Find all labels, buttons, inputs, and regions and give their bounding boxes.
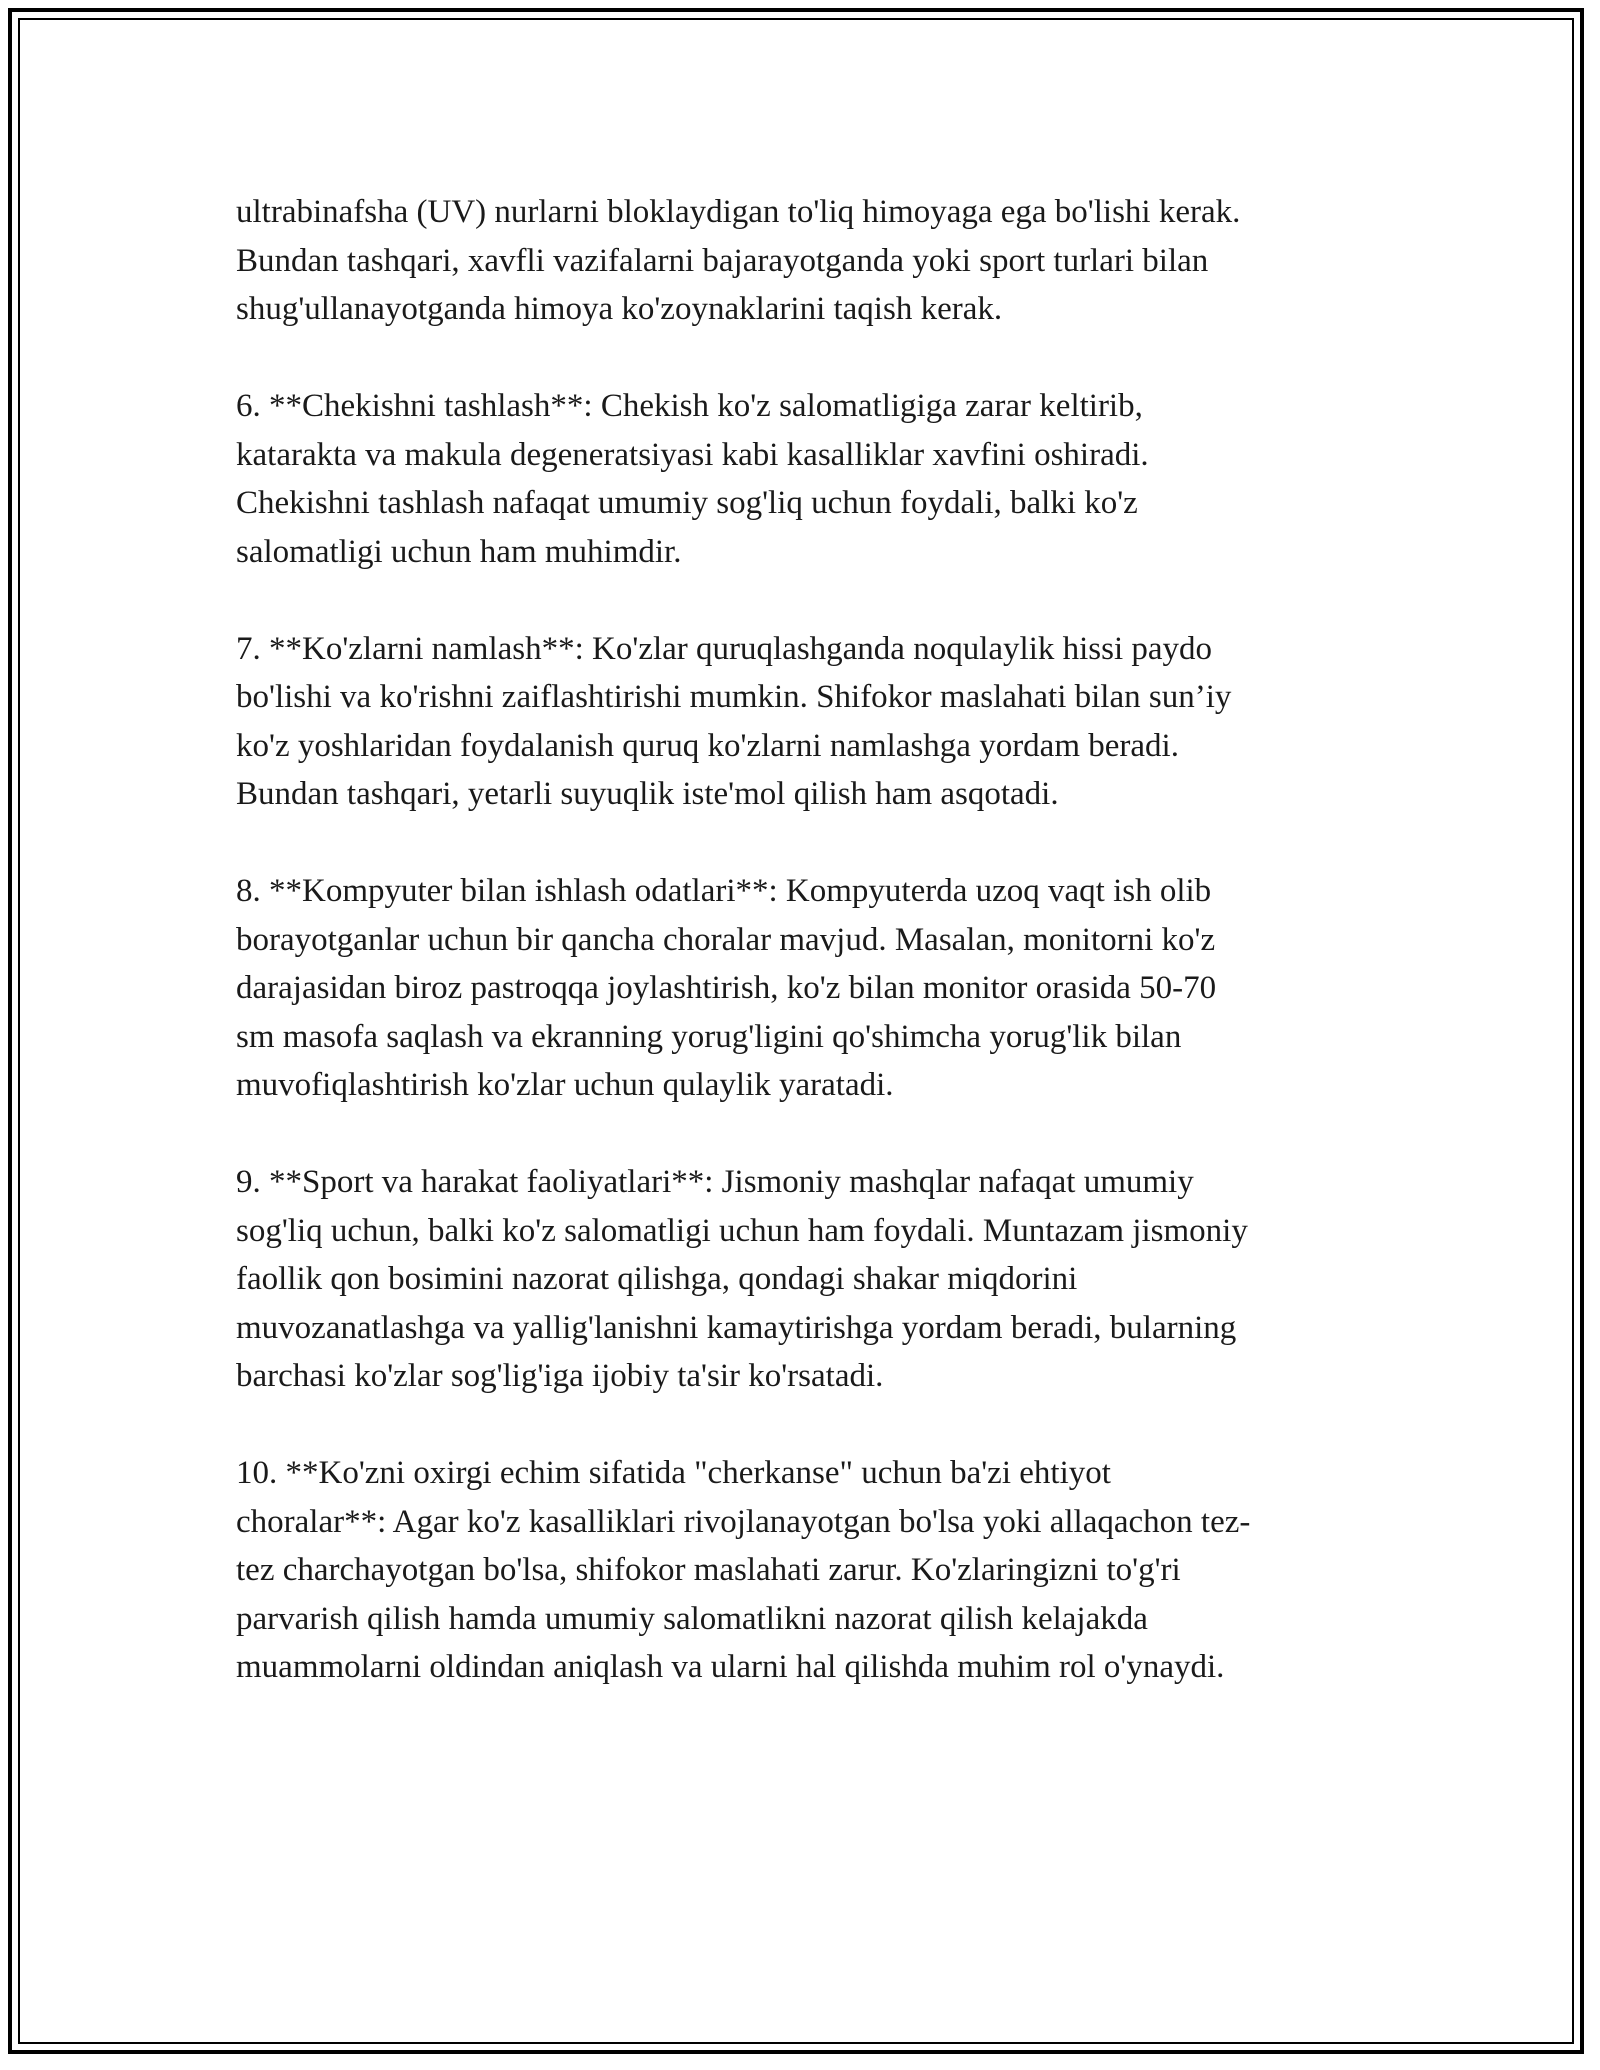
paragraph-precautions: 10. **Ko'zni oxirgi echim sifatida "cherkanse" uchun ba'zi ehtiyot choralar**: Agar ko'z kasalliklari rivojlanayotgan bo'lsa yoki allaqachon tez- tez charchayotgan bo'lsa, shifokor maslahati zarur. Ko'zlaringizni to'g'ri parvarish qilish hamda umumiy salomatlikni nazorat qilish kelajakda muammolarni oldindan aniqlash va ularni hal qilishda muhim rol o'ynaydi. [236, 1455, 1251, 1685]
paragraph-quit-smoking: 6. **Chekishni tashlash**: Chekish ko'z salomatligiga zarar keltirib, katarakta va makula degeneratsiyasi kabi kasalliklar xavfini oshiradi. Chekishni tashlash nafaqat umumiy sog'liq uchun foydali, balki ko'z salomatligi uchun ham muhimdir. [236, 388, 1149, 570]
document-body [236, 188, 1376, 1740]
paragraph-eye-moisturizing: 7. **Ko'zlarni namlash**: Ko'zlar quruqlashganda noqulaylik hissi paydo bo'lishi va ko'rishni zaiflashtirishi mumkin. Shifokor maslahati bilan sun’iy ko'z yoshlaridan foydalanish quruq ko'zlarni namlashga yordam beradi. Bundan tashqari, yetarli suyuqlik iste'mol qilish ham asqotadi. [236, 630, 1232, 812]
paragraph-sport-activity: 9. **Sport va harakat faoliyatlari**: Jismoniy mashqlar nafaqat umumiy sog'liq uchun, balki ko'z salomatligi uchun ham foydali. Muntazam jismoniy faollik qon bosimini nazorat qilishga, qondagi shakar miqdorini muvozanatlashga va yallig'lanishni kamaytirishga yordam beradi, bularning barchasi ko'zlar sog'lig'iga ijobiy ta'sir ko'rsatadi. [236, 1164, 1248, 1394]
paragraph-uv-protection: ultrabinafsha (UV) nurlarni bloklaydigan to'liq himoyaga ega bo'lishi kerak. Bundan tashqari, xavfli vazifalarni bajarayotganda yoki sport turlari bilan shug'ullanayotganda himoya ko'zoynaklarini taqish kerak. [236, 194, 1241, 327]
paragraph-computer-habits: 8. **Kompyuter bilan ishlash odatlari**: Kompyuterda uzoq vaqt ish olib borayotganlar uchun bir qancha choralar mavjud. Masalan, monitorni ko'z darajasidan biroz pastroqqa joylashtirish, ko'z bilan monitor orasida 50-70 sm masofa saqlash va ekranning yorug'ligini qo'shimcha yorug'lik bilan muvofiqlashtirish ko'zlar uchun qulaylik yaratadi. [236, 873, 1217, 1103]
